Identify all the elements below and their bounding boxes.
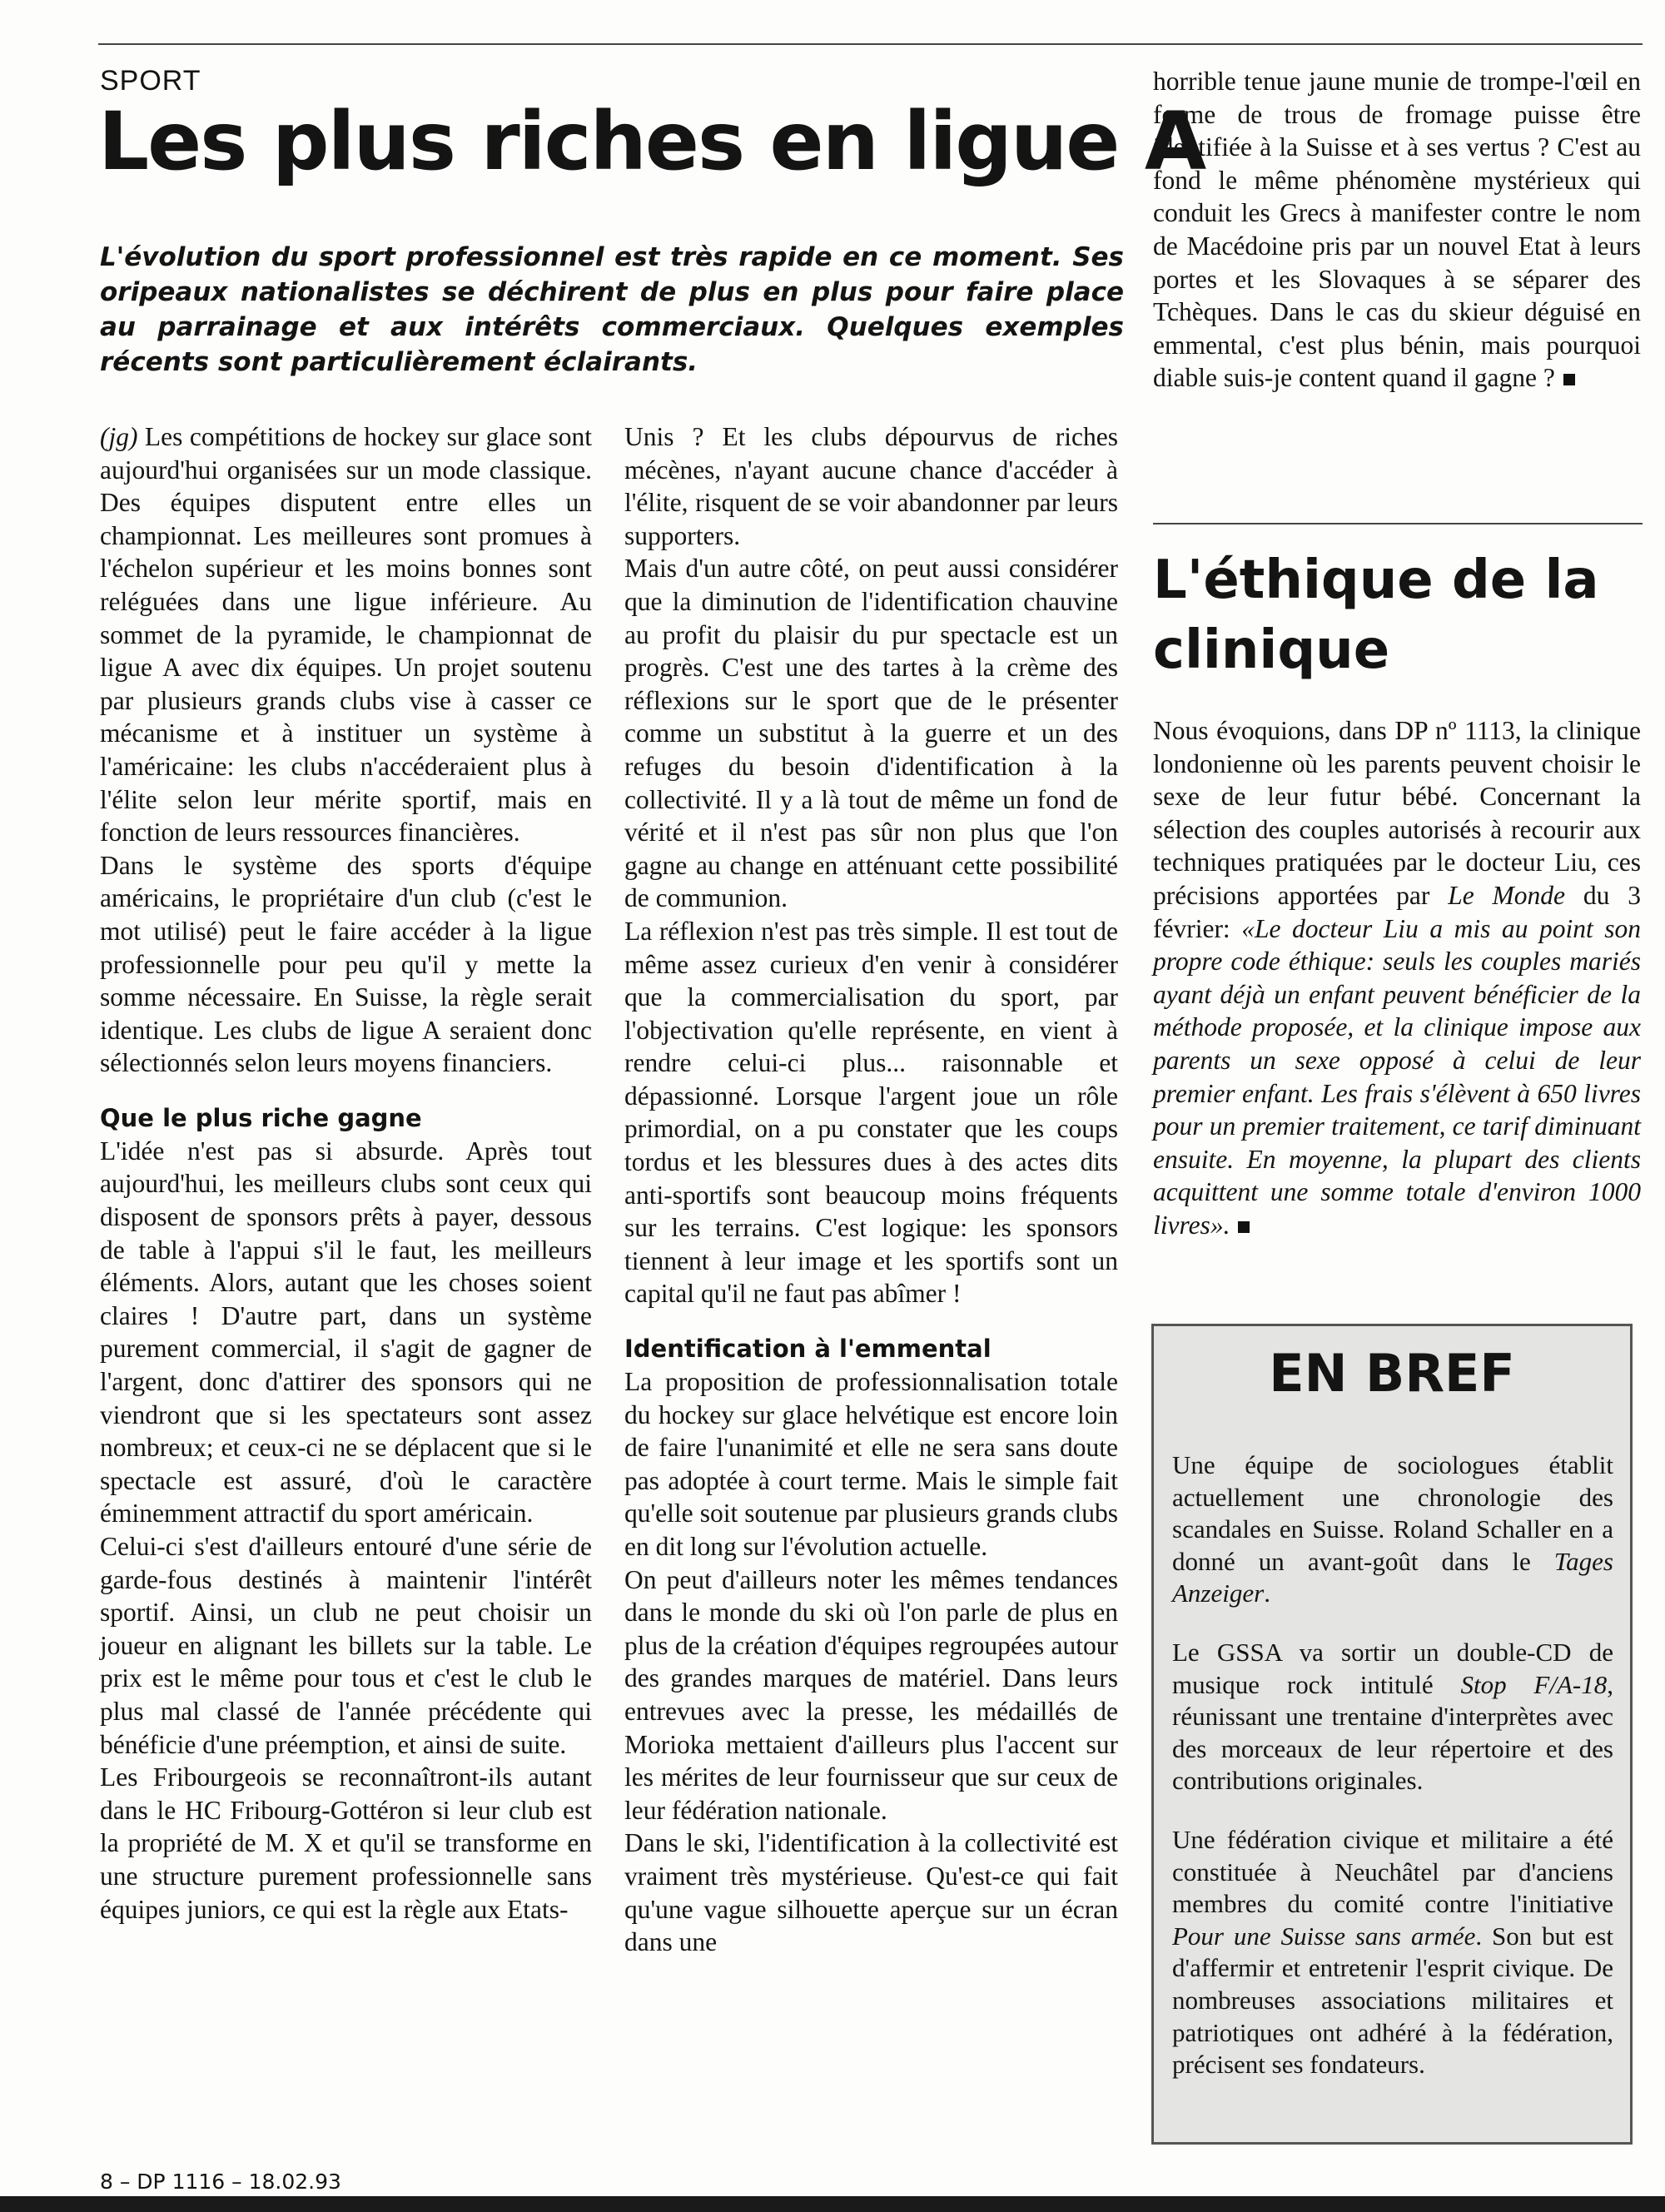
quote: «Le docteur Liu a mis au point son propre code éthique: seuls les couples mariés ayant déjà un enfant peuvent bénéficier de la méthode proposée, et la clinique impose aux parents un sexe opposé à celui de leur premier enfant. Les frais s'élèvent à 650 livres pour un premier traitement, ce tarif diminuant ensuite. En moyenne, la plupart des clients acquittent une somme totale d'environ 1000 livres».: [1153, 913, 1642, 1240]
top-rule: [98, 43, 1643, 45]
paragraph: La proposition de professionnalisation totale du hockey sur glace helvétique est encore loin de faire l'unanimité et elle ne sera sans doute pas adoptée à court terme. Mais le simple fait qu'elle soit soutenue par plusieurs grands clubs en dit long sur l'évolution actuelle.: [624, 1367, 1118, 1561]
subheading: Identification à l'emmental: [624, 1335, 992, 1364]
right-column-rule: [1153, 523, 1643, 524]
article-headline: Les plus riches en ligue A: [98, 95, 1205, 188]
paragraph: Mais d'un autre côté, on peut aussi considérer que la diminution de l'identification chauvine au profit du plaisir du pur spectacle est un progrès. C'est une des tartes à la crème des réflexions sur le sport que de le présenter comme un substitut à la guerre et un des refuges du besoin d'identification à la collectivité. Il y a là tout de même un fond de vérité et il n'est pas sûr non plus que l'on gagne au change en atténuant cette possibilité de communion.: [624, 554, 1118, 913]
scan-edge: [0, 2196, 1665, 2212]
paragraph: horrible tenue jaune munie de trompe-l'œil en forme de trous de fromage puisse être identifiée à la Suisse et à ses vertus ? C'est au fond le même phénomène mystérieux qui conduit les Grecs à manifester contre le nom de Macédoine pris par un nouvel Etat à leurs portes et les Slovaques à se séparer des Tchèques. Dans le cas du skieur déguisé en emmental, c'est plus bénin, mais pourquoi diable suis-je content quand il gagne ?: [1153, 67, 1641, 393]
end-mark-icon: [1238, 1221, 1250, 1233]
subheading: Que le plus riche gagne: [100, 1103, 422, 1132]
paragraph: L'idée n'est pas si absurde. Après tout aujourd'hui, les meilleurs clubs sont ceux qui disposent de sponsors prêts à payer, dessous de table à l'appui s'il le faut, les meilleurs éléments. Alors, autant que les choses soient claires ! D'autre part, dans un système purement commercial, il s'agit de gagner de l'argent, donc d'attirer des sponsors qui ne viendront que si les spectateurs sont assez nombreux; et ceux-ci ne se déplacent que si le spectacle est assuré, d'où le caractère éminemment attractif du sport américain.: [100, 1136, 592, 1529]
paragraph: Nous évoquions, dans DP nº 1113, la clinique londonienne où les parents peuvent choisir le sexe de leur futur bébé. Concernant la sélection des couples autorisés à recourir aux techniques pratiquées par le docteur Liu, ces précisions apportées par Le Monde du 3 février: «Le docteur Liu a mis au point son propre code éthique: seuls les couples mariés ayant déjà un enfant peuvent bénéficier de la méthode proposée, et la clinique impose aux parents un sexe opposé à celui de leur premier enfant. Les frais s'élèvent à 650 livres pour un premier traitement, ce tarif diminuant ensuite. En moyenne, la plupart des clients acquittent une somme totale d'environ 1000 livres».: [1153, 716, 1642, 1240]
paragraph: La réflexion n'est pas très simple. Il est tout de même assez curieux d'en venir à considérer que la commercialisation du sport, par l'objectivation qu'elle représente, en vient à rendre celui-ci plus... raisonnable et dépassionné. Lorsque l'argent joue un rôle primordial, on a pu constater que les coups tordus et les blessures dues à des actes dits anti-sportifs sont beaucoup moins fréquents sur les terrains. C'est logique: les sponsors tiennent à leur image et les sportifs sont un capital qu'il ne faut pas abîmer !: [624, 916, 1118, 1309]
paragraph: Celui-ci s'est d'ailleurs entouré d'une série de garde-fous destinés à maintenir l'intérêt sportif. Ainsi, un club ne peut choisir un joueur en alignant les billets sur la table. Le prix est le même pour tous et c'est le club le plus mal classé de l'année précédente qui bénéficie d'une préemption, et ainsi de suite.: [100, 1532, 592, 1759]
article-column-3: [1153, 65, 1641, 395]
end-mark-icon: [1563, 374, 1575, 385]
paragraph: Unis ? Et les clubs dépourvus de riches mécènes, n'ayant aucune chance d'accéder à l'élite, risquent de se voir abandonner par leurs supporters.: [624, 422, 1118, 550]
ethics-headline: L'éthique de la clinique: [1153, 549, 1599, 681]
brief-box: [1151, 1324, 1633, 2145]
brief-items: [1172, 1449, 1613, 2108]
article-lead: L'évolution du sport professionnel est très rapide en ce moment. Ses oripeaux nationalistes se déchirent de plus en plus pour faire place au parrainage et aux intérêts commerciaux. Quelques exemples récents sont particulièrement éclairants.: [100, 242, 1124, 377]
brief-item: Le GSSA va sortir un double-CD de musique rock intitulé Stop F/A-18, réunissant une trentaine d'interprètes avec des morceaux de leur répertoire et des contributions originales.: [1172, 1637, 1613, 1796]
article-column-2: [624, 420, 1118, 1959]
brief-item: Une fédération civique et militaire a été constituée à Neuchâtel par d'anciens membres du comité contre l'initiative Pour une Suisse sans armée. Son but est d'affermir et entretenir l'esprit civique. De nombreuses associations militaires et patriotiques ont adhéré à la fédération, précisent ses fondateurs.: [1172, 1824, 1613, 2080]
section-kicker: SPORT: [100, 65, 201, 97]
source-name: Le Monde: [1448, 880, 1566, 910]
paragraph: On peut d'ailleurs noter les mêmes tendances dans le monde du ski où l'on parle de plus en plus de la création d'équipes regroupées autour des grandes marques de matériel. Dans leurs entrevues avec la presse, les médaillés de Morioka mettaient d'ailleurs plus l'accent sur les mérites de leur fournisseur que sur ceux de leur fédération nationale.: [624, 1564, 1118, 1825]
article-column-1: [100, 420, 592, 1926]
paragraph: (jg) Les compétitions de hockey sur glace sont aujourd'hui organisées sur un mode classique. Des équipes disputent entre elles un championnat. Les meilleures sont promues à l'échelon supérieur et les moins bonnes sont reléguées dans une ligue inférieure. Au sommet de la pyramide, le championnat de ligue A avec dix équipes. Un projet soutenu par plusieurs grands clubs vise à casser ce mécanisme et à instituer un système à l'américaine: les clubs n'accéderaient plus à l'élite selon leur mérite sportif, mais en fonction de leurs ressources financières.: [100, 422, 592, 848]
paragraph: Les Fribourgeois se reconnaîtront-ils autant dans le HC Fribourg-Gottéron si leur club est la propriété de M. X et qu'il se transforme en une structure purement professionnelle sans équipes juniors, ce qui est la règle aux Etats-: [100, 1762, 592, 1924]
paragraph: Dans le système des sports d'équipe américains, le propriétaire d'un club (c'est le mot utilisé) peut le faire accéder à la ligue professionnelle pour peu qu'il y mette la somme nécessaire. En Suisse, la règle serait identique. Les clubs de ligue A seraient donc sélectionnés selon leurs moyens financiers.: [100, 850, 592, 1078]
brief-item: Une équipe de sociologues établit actuellement une chronologie des scandales en Suisse. Roland Schaller en a donné un avant-goût dans le Tages Anzeiger.: [1172, 1450, 1613, 1608]
page-footer: 8 – DP 1116 – 18.02.93: [100, 2170, 341, 2194]
paragraph: Dans le ski, l'identification à la collectivité est vraiment très mystérieuse. Qu'est-ce qui fait qu'une vague silhouette aperçue sur un écran dans une: [624, 1828, 1118, 1957]
byline: (jg): [100, 422, 138, 451]
ethics-body: [1153, 714, 1641, 1242]
brief-title: EN BREF: [1269, 1343, 1515, 1404]
